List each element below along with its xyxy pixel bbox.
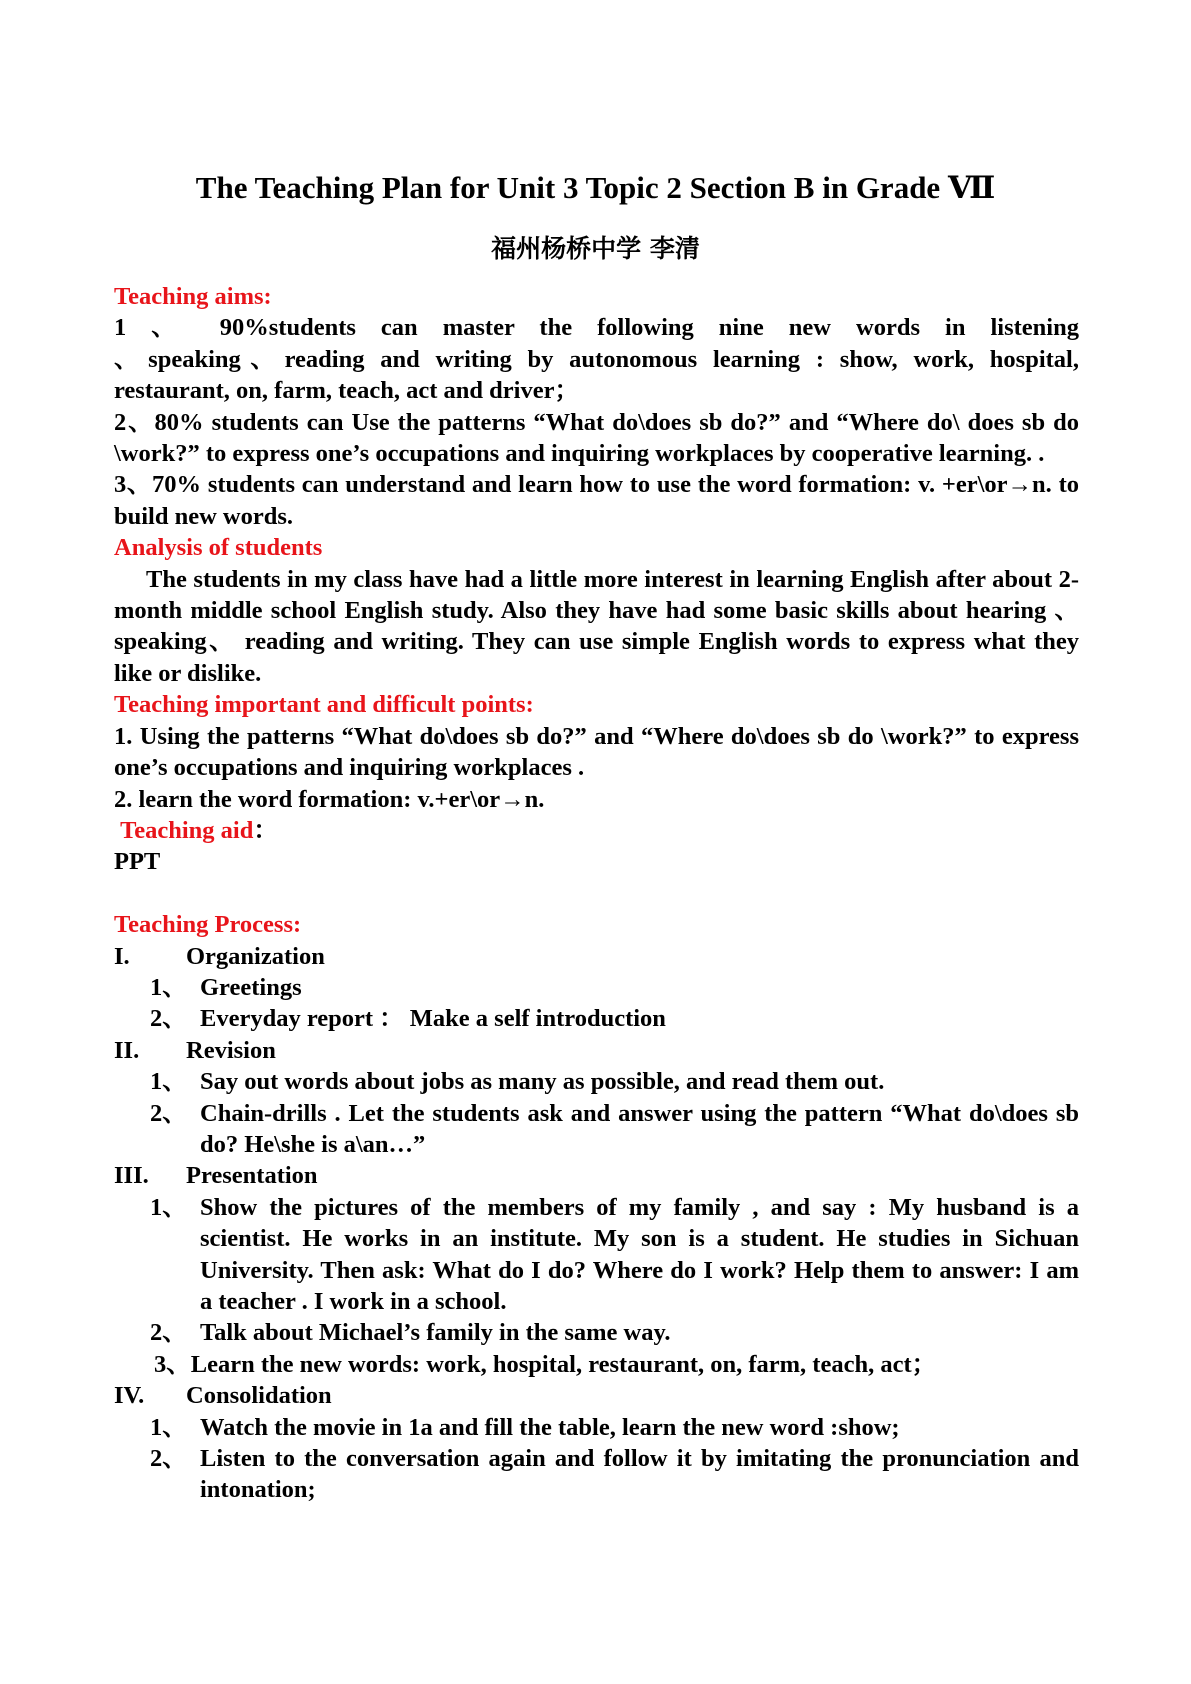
- author-line: 福州杨桥中学 李清: [491, 234, 700, 263]
- teaching-aid-heading: Teaching aid: [120, 816, 254, 844]
- key-point-2: 2. learn the word formation: v.+er\or→n.: [114, 785, 545, 813]
- presentation-step-1: [114, 1192, 1079, 1318]
- aims-item-1-continued: 、speaking、reading and writing by autonomous learning : show, work, hospital, restaurant, on, farm, teach, act and driver；: [114, 345, 1079, 405]
- aims-item-2: 2、80% students can Use the patterns “What do\does sb do?” and “Where do\ does sb do \work?” to express one’s occupations and inquiring workplaces by cooperative learning. .: [114, 408, 1079, 468]
- section-number: I.: [114, 942, 130, 970]
- teaching-aid-colon: ：: [253, 816, 278, 844]
- section-number: III.: [114, 1162, 149, 1190]
- step-number: 2、: [150, 1319, 187, 1347]
- key-points-heading: Teaching important and difficult points:: [114, 691, 534, 719]
- section-title: Presentation: [186, 1162, 318, 1190]
- section-revision: [114, 1035, 1079, 1066]
- step-number: 1、: [150, 1193, 187, 1221]
- teaching-aims-heading: Teaching aims:: [114, 283, 272, 310]
- document-title: The Teaching Plan for Unit 3 Topic 2 Section B in Grade Ⅶ: [195, 170, 996, 205]
- teaching-process-heading: Teaching Process:: [114, 911, 302, 939]
- step-text: Say out words about jobs as many as possible, and read them out.: [200, 1068, 885, 1096]
- section-title: Organization: [186, 942, 325, 970]
- revision-step-1: [114, 1066, 1079, 1097]
- section-consolidation: [114, 1380, 1079, 1411]
- step-number: 1、: [150, 1068, 187, 1096]
- key-point-1: 1. Using the patterns “What do\does sb do?” and “Where do\does sb do \work?” to express one’s occupations and inquiring workplaces .: [114, 722, 1079, 782]
- aims-item-1-line-1: 1 、 90%students can master the following nine new words in listening: [114, 314, 1079, 342]
- section-title: Revision: [186, 1036, 276, 1064]
- step-number: 2、: [150, 1099, 187, 1127]
- section-presentation: [114, 1160, 1079, 1191]
- aims-item-3: 3、70% students can understand and learn how to use the word formation: v. +er\or→n. to build new words.: [114, 471, 1079, 530]
- revision-step-2: [114, 1098, 1079, 1161]
- blank-line: [114, 878, 1079, 909]
- document-body: [114, 281, 1079, 1506]
- presentation-step-2: [114, 1317, 1079, 1348]
- consolidation-step-2: [114, 1443, 1079, 1506]
- teaching-aid-line: [114, 815, 1079, 846]
- analysis-paragraph: The students in my class have had a little more interest in learning English after about 2-month middle school English study. Also they have had some basic skills about hearing 、 speaking、 reading and writing. They can use simple English words to express what they like or dislike.: [114, 565, 1079, 687]
- section-number: II.: [114, 1036, 140, 1064]
- organization-step-2: [114, 1003, 1079, 1034]
- teaching-aid-value: PPT: [114, 848, 161, 876]
- step-text: Watch the movie in 1a and fill the table, learn the new word :show;: [200, 1413, 900, 1441]
- step-text: Listen to the conversation again and follow it by imitating the pronunciation and intonation;: [200, 1445, 1079, 1504]
- step-number: 2、: [150, 1445, 187, 1473]
- step-text: Show the pictures of the members of my family , and say : My husband is a scientist. He works in an institute. My son is a student. He studies in Sichuan University. Then ask: What do I do? Where do I work? Help them to answer: I am a teacher . I work in a school.: [200, 1193, 1079, 1315]
- step-number: 2、: [150, 1005, 187, 1033]
- step-text: Chain-drills . Let the students ask and answer using the pattern “What do\does sb do? He\she is a\an…”: [200, 1099, 1079, 1158]
- organization-step-1: [114, 972, 1079, 1003]
- consolidation-step-1: [114, 1412, 1079, 1443]
- section-title: Consolidation: [186, 1382, 332, 1410]
- step-text: Greetings: [200, 973, 302, 1001]
- section-organization: [114, 941, 1079, 972]
- analysis-heading: Analysis of students: [114, 534, 323, 562]
- step-text: Everyday report ： Make a self introduction: [200, 1005, 666, 1033]
- step-number: 1、: [150, 973, 187, 1001]
- presentation-step-3: 3、Learn the new words: work, hospital, restaurant, on, farm, teach, act；: [154, 1350, 937, 1378]
- section-number: IV.: [114, 1382, 145, 1410]
- step-number: 1、: [150, 1413, 187, 1441]
- step-text: Talk about Michael’s family in the same way.: [200, 1319, 671, 1347]
